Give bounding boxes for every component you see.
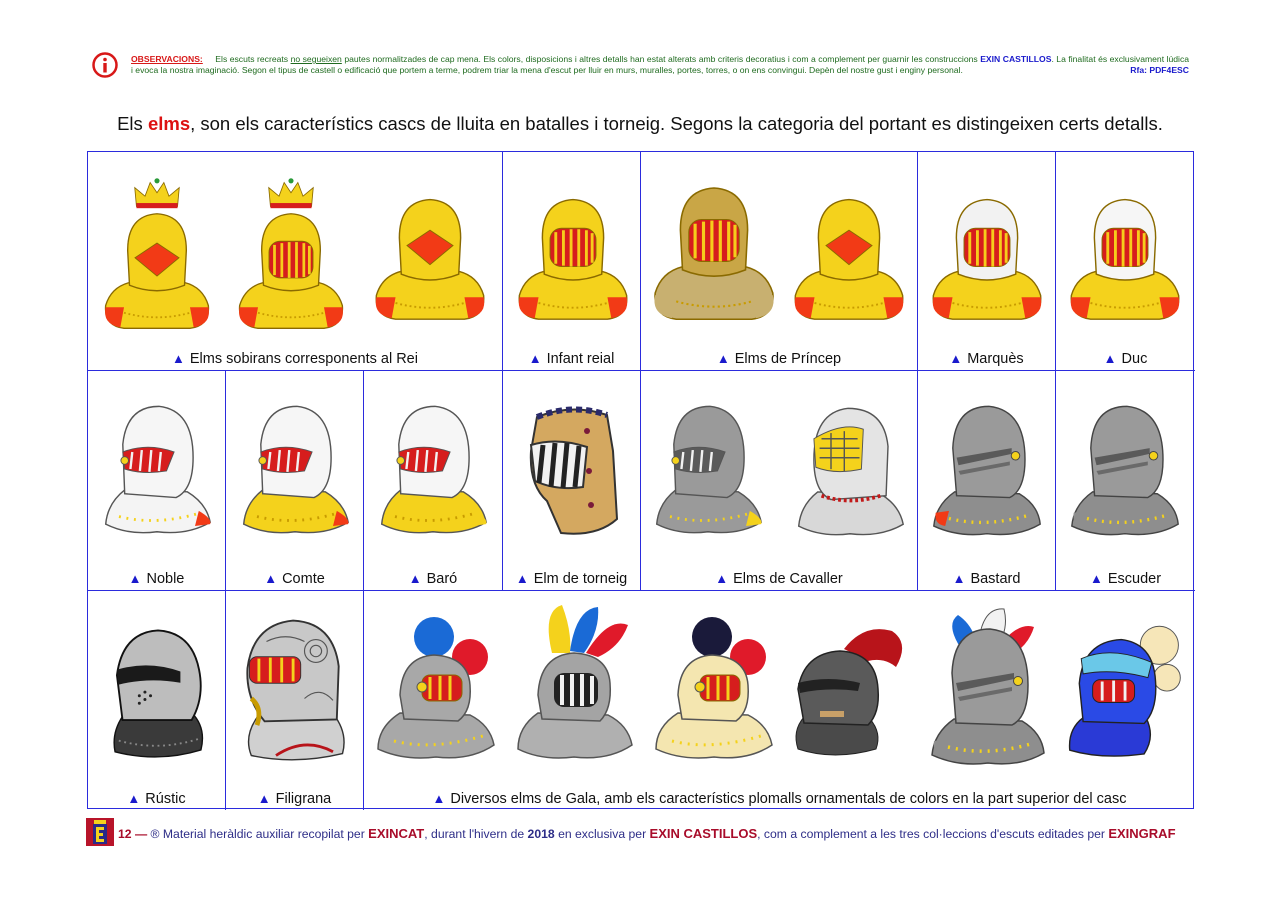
caption-filigree [226, 791, 363, 807]
footer-text-2: , durant l'hivern de [424, 827, 525, 841]
caption-sovereign-royal [88, 351, 502, 367]
cell-prince [641, 152, 918, 371]
footer-brand-exingraf: EXINGRAF [1108, 826, 1176, 841]
footer-text-3: en exclusiva per [558, 827, 647, 841]
triangle-marker-icon: ▲ [432, 791, 446, 806]
heading-post: , son els característics cascs de lluita en batalles i torneig. Segons la categoria del portant es distingeixen certs detalls. [190, 113, 1163, 134]
squire-helm-icon [1068, 395, 1182, 545]
caption-text: Elm de torneig [533, 571, 628, 587]
marquis-helm-icon [929, 190, 1045, 324]
royal-grilled-helm-icon [236, 174, 346, 336]
observations-text [131, 54, 1189, 76]
caption-text: Elms de Príncep [734, 351, 842, 367]
triangle-marker-icon: ▲ [128, 571, 142, 586]
caption-gala [364, 791, 1195, 807]
caption-infante [503, 351, 640, 367]
duke-helm-icon [1067, 190, 1183, 324]
caption-text: Baró [426, 571, 458, 587]
gala-helm-grey-plumes-icon [924, 599, 1054, 773]
gala-helm-dark-red-plume-icon [784, 619, 914, 769]
footer-text-1: ® Material heràldic auxiliar recopilat per [150, 827, 365, 841]
caption-text: Noble [146, 571, 185, 587]
heading-pre: Els [117, 113, 143, 134]
cell-duke [1056, 152, 1195, 371]
cell-gala [364, 591, 1195, 810]
baron-helm-icon [376, 395, 490, 545]
royal-crowned-helm-icon [102, 174, 212, 336]
note-text-3: . La finalitat és exclusivament lúdica i evoca la nostra imaginació. Segon el tipus de castell o edificació que portem a terme, podrem triar la mena d'escut per lluir en murs, muralles, portes, torres, o on ens convingui. Depèn del nostre gust i enginy personal. [131, 54, 1190, 75]
helm-grid [87, 151, 1194, 809]
triangle-marker-icon: ▲ [952, 571, 966, 586]
footer-brand-exin-castillos: EXIN CASTILLOS [649, 826, 758, 841]
gala-helm-colored-plumes-icon [374, 603, 504, 773]
tournament-helm-icon [517, 401, 627, 541]
gala-helm-blue-icon [1064, 611, 1188, 773]
reference-code: Rfa: PDF4ESC [1130, 65, 1189, 75]
caption-count [226, 571, 363, 587]
page-heading [0, 113, 1280, 135]
caption-squire [1056, 571, 1195, 587]
caption-text: Infant reial [546, 351, 615, 367]
caption-text: Diversos elms de Gala, amb els característics plomalls ornamentals de colors en la part superior del casc [450, 791, 1127, 807]
cell-filigree [226, 591, 364, 810]
triangle-marker-icon: ▲ [408, 571, 422, 586]
note-brand: EXIN CASTILLOS [980, 54, 1052, 64]
gala-helm-cream-icon [652, 603, 782, 773]
footer-text-4: , com a complement a les tres col·leccions d'escuts editades per [757, 827, 1105, 841]
caption-text: Duc [1121, 351, 1148, 367]
heading-highlight: elms [147, 113, 191, 134]
cell-knight [641, 371, 918, 591]
triangle-marker-icon: ▲ [1089, 571, 1103, 586]
gala-helm-feathers-icon [512, 599, 642, 773]
cell-baron [364, 371, 503, 591]
filigree-helm-icon [238, 613, 352, 765]
caption-text: Rústic [145, 791, 186, 807]
cell-rustic [88, 591, 226, 810]
footer-brand-exincat: EXINCAT [368, 826, 425, 841]
triangle-marker-icon: ▲ [949, 351, 963, 366]
count-helm-icon [238, 395, 352, 545]
caption-text: Elms sobirans corresponents al Rei [189, 351, 418, 367]
observations-heading: OBSERVACIONS: [131, 54, 203, 64]
triangle-marker-icon: ▲ [127, 791, 141, 806]
infante-helm-icon [515, 190, 631, 324]
footer-dash: — [134, 827, 148, 841]
caption-duke [1056, 351, 1195, 367]
knight-grey-helm-icon [651, 395, 765, 545]
triangle-marker-icon: ▲ [257, 791, 271, 806]
cell-bastard [918, 371, 1056, 591]
footer-year: 2018 [527, 827, 555, 841]
note-text-1: Els escuts recreats [215, 54, 289, 64]
caption-prince [641, 351, 917, 367]
castle-e-logo-icon [86, 818, 114, 846]
caption-text: Filigrana [275, 791, 332, 807]
caption-marquis [918, 351, 1055, 367]
cell-infante [503, 152, 641, 371]
knight-silver-helm-icon [793, 399, 907, 545]
rustic-helm-icon [102, 621, 214, 765]
triangle-marker-icon: ▲ [264, 571, 278, 586]
caption-text: Elms de Cavaller [733, 571, 843, 587]
page-number: 12 [118, 827, 132, 841]
prince-gold-helm-icon [791, 190, 907, 324]
caption-knight [641, 571, 917, 587]
triangle-marker-icon: ▲ [528, 351, 542, 366]
noble-helm-icon [100, 395, 214, 545]
footer-credit [118, 826, 1176, 841]
prince-bronze-helm-icon [651, 176, 777, 326]
cell-tournament [503, 371, 641, 591]
caption-rustic [88, 791, 225, 807]
observations-note [92, 52, 1190, 82]
caption-text: Bastard [970, 571, 1021, 587]
caption-bastard [918, 571, 1055, 587]
triangle-marker-icon: ▲ [1103, 351, 1117, 366]
triangle-marker-icon: ▲ [515, 571, 529, 586]
cell-sovereign-royal [88, 152, 503, 371]
royal-plain-helm-icon [372, 190, 488, 324]
caption-text: Escuder [1107, 571, 1162, 587]
cell-marquis [918, 152, 1056, 371]
bastard-helm-icon [930, 395, 1044, 545]
caption-text: Comte [282, 571, 325, 587]
cell-count [226, 371, 364, 591]
triangle-marker-icon: ▲ [716, 351, 730, 366]
triangle-marker-icon: ▲ [172, 351, 185, 366]
cell-noble [88, 371, 226, 591]
note-text-2: pautes normalitzades de cap mena. Els colors, disposicions i altres detalls han estat alterats amb criteris decoratius i com a complement per guarnir les construccions [344, 54, 978, 64]
caption-text: Marquès [967, 351, 1024, 367]
caption-tournament [503, 571, 640, 587]
cell-squire [1056, 371, 1195, 591]
triangle-marker-icon: ▲ [715, 571, 729, 586]
caption-baron [364, 571, 502, 587]
note-underlined: no segueixen [290, 54, 342, 64]
info-icon [92, 52, 118, 78]
caption-noble [88, 571, 225, 587]
